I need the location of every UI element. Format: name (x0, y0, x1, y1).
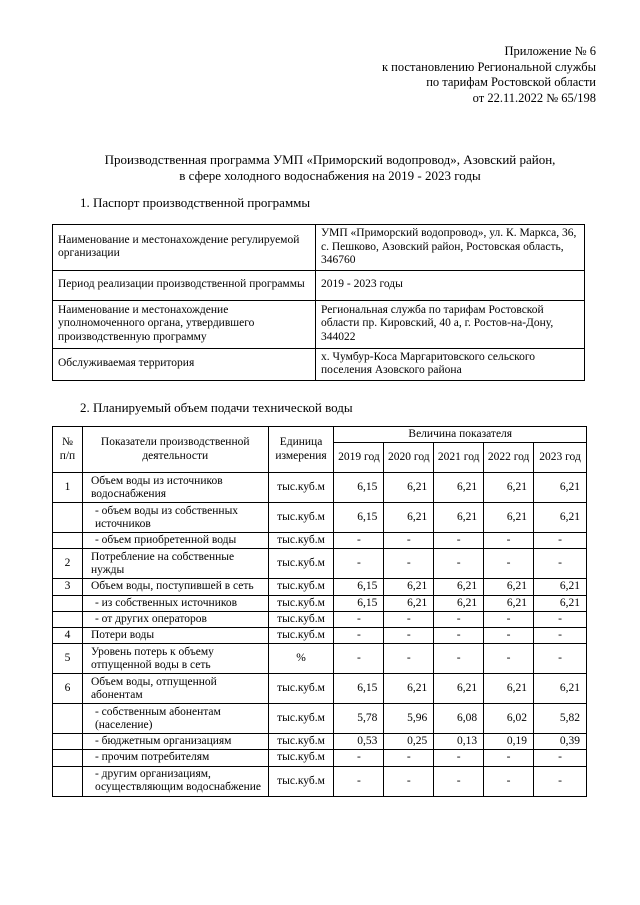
table-row (53, 628, 587, 644)
annex-line-4: от 22.11.2022 № 65/198 (472, 90, 596, 105)
row-value: - (484, 750, 534, 766)
row-value: - (434, 533, 484, 549)
row-value: 6,15 (334, 503, 384, 533)
passport-row (53, 300, 585, 348)
section-1-heading: 1. Паспорт производственной программы (80, 195, 311, 210)
header-value: Величина показателя (334, 427, 587, 443)
row-unit: тыс.куб.м (268, 473, 334, 503)
row-value: - (534, 611, 587, 627)
annex-block (382, 44, 596, 106)
row-indicator: Объем воды, отпущенной абонентам (82, 674, 268, 704)
row-num (53, 734, 83, 750)
row-value: 6,21 (534, 595, 587, 611)
row-num: 3 (53, 579, 83, 595)
row-indicator: - собственным абонентам (население) (82, 704, 268, 734)
passport-row (53, 348, 585, 380)
row-value: - (334, 750, 384, 766)
row-indicator: - другим организациям, осуществляющим водоснабжение (82, 766, 268, 796)
header-num: № п/п (53, 427, 83, 473)
row-value: 6,21 (384, 674, 434, 704)
volume-table (52, 426, 587, 797)
row-value: - (484, 533, 534, 549)
passport-label: Наименование и местонахождение уполномоченного органа, утвердившего производственную программу (53, 300, 316, 348)
row-value: - (434, 628, 484, 644)
row-value: 6,21 (384, 503, 434, 533)
row-value: 6,21 (534, 579, 587, 595)
row-value: - (384, 766, 434, 796)
row-num (53, 533, 83, 549)
passport-label: Обслуживаемая территория (53, 348, 316, 380)
header-indicator: Показатели производственной деятельности (82, 427, 268, 473)
row-num (53, 750, 83, 766)
row-num: 5 (53, 644, 83, 674)
title-line-1: Производственная программа УМП «Приморский водопровод», Азовский район, (104, 152, 556, 167)
row-indicator: Потери воды (82, 628, 268, 644)
row-value: - (434, 750, 484, 766)
row-indicator: Потребление на собственные нужды (82, 549, 268, 579)
passport-value: х. Чумбур-Коса Маргаритовского сельского поселения Азовского района (316, 348, 585, 380)
row-unit: тыс.куб.м (268, 704, 334, 734)
row-unit: тыс.куб.м (268, 549, 334, 579)
row-value: 6,15 (334, 473, 384, 503)
row-value: - (484, 766, 534, 796)
row-value: 6,21 (534, 674, 587, 704)
header-year: 2023 год (534, 443, 587, 473)
table-row (53, 533, 587, 549)
table-row (53, 503, 587, 533)
row-value: 0,25 (384, 734, 434, 750)
row-value: - (334, 549, 384, 579)
passport-row (53, 270, 585, 300)
row-value: - (534, 750, 587, 766)
document-title (60, 152, 600, 184)
table-row (53, 644, 587, 674)
row-indicator: - объем воды из собственных источников (82, 503, 268, 533)
row-unit: тыс.куб.м (268, 579, 334, 595)
row-value: 6,21 (484, 579, 534, 595)
row-indicator: - бюджетным организациям (82, 734, 268, 750)
row-value: - (434, 549, 484, 579)
row-num (53, 595, 83, 611)
row-value: - (484, 611, 534, 627)
row-unit: тыс.куб.м (268, 750, 334, 766)
row-num: 1 (53, 473, 83, 503)
row-value: - (484, 628, 534, 644)
row-value: 6,21 (434, 674, 484, 704)
row-value: 6,08 (434, 704, 484, 734)
row-indicator: - объем приобретенной воды (82, 533, 268, 549)
row-value: 6,21 (434, 595, 484, 611)
table-row (53, 549, 587, 579)
title-line-2: в сфере холодного водоснабжения на 2019 - 2023 годы (179, 168, 481, 183)
row-unit: % (268, 644, 334, 674)
row-value: 6,21 (434, 503, 484, 533)
passport-label: Наименование и местонахождение регулируемой организации (53, 225, 316, 271)
section-2-heading: 2. Планируемый объем подачи технической воды (80, 400, 353, 415)
header-year: 2019 год (334, 443, 384, 473)
row-num: 6 (53, 674, 83, 704)
header-year: 2022 год (484, 443, 534, 473)
row-value: - (534, 549, 587, 579)
table-row (53, 674, 587, 704)
row-value: 6,02 (484, 704, 534, 734)
row-value: 6,21 (484, 473, 534, 503)
row-unit: тыс.куб.м (268, 628, 334, 644)
row-value: 6,21 (484, 674, 534, 704)
row-value: - (334, 628, 384, 644)
row-value: 6,21 (434, 579, 484, 595)
row-value: - (434, 766, 484, 796)
table-row (53, 704, 587, 734)
table-row (53, 611, 587, 627)
row-value: - (384, 533, 434, 549)
row-value: 5,78 (334, 704, 384, 734)
row-value: 6,21 (434, 473, 484, 503)
row-value: 6,15 (334, 579, 384, 595)
row-num: 2 (53, 549, 83, 579)
row-value: - (334, 611, 384, 627)
row-value: 0,53 (334, 734, 384, 750)
row-value: - (384, 549, 434, 579)
row-unit: тыс.куб.м (268, 611, 334, 627)
passport-table (52, 224, 585, 381)
row-value: 0,19 (484, 734, 534, 750)
row-value: - (384, 628, 434, 644)
row-value: 6,21 (384, 579, 434, 595)
row-unit: тыс.куб.м (268, 595, 334, 611)
row-value: 6,21 (534, 473, 587, 503)
row-value: - (534, 533, 587, 549)
annex-line-1: Приложение № 6 (504, 44, 596, 58)
row-value: - (334, 766, 384, 796)
row-indicator: - прочим потребителям (82, 750, 268, 766)
row-value: 5,82 (534, 704, 587, 734)
passport-value: Региональная служба по тарифам Ростовской области пр. Кировский, 40 а, г. Ростов-на-Дону, 344022 (316, 300, 585, 348)
row-num: 4 (53, 628, 83, 644)
row-value: 6,21 (384, 473, 434, 503)
row-value: - (534, 766, 587, 796)
table-row (53, 579, 587, 595)
row-unit: тыс.куб.м (268, 674, 334, 704)
row-indicator: Уровень потерь к объему отпущенной воды в сеть (82, 644, 268, 674)
passport-label: Период реализации производственной программы (53, 270, 316, 300)
table-row (53, 766, 587, 796)
row-indicator: Объем воды, поступившей в сеть (82, 579, 268, 595)
table-row (53, 734, 587, 750)
volume-table-body (53, 473, 587, 796)
row-num (53, 611, 83, 627)
row-value: - (484, 549, 534, 579)
header-year: 2021 год (434, 443, 484, 473)
row-value: - (534, 628, 587, 644)
row-value: - (384, 611, 434, 627)
row-value: - (334, 533, 384, 549)
row-value: 6,15 (334, 674, 384, 704)
row-value: - (434, 644, 484, 674)
table-row (53, 595, 587, 611)
header-year: 2020 год (384, 443, 434, 473)
row-indicator: Объем воды из источников водоснабжения (82, 473, 268, 503)
row-num (53, 503, 83, 533)
row-unit: тыс.куб.м (268, 503, 334, 533)
row-indicator: - от других операторов (82, 611, 268, 627)
table-row (53, 750, 587, 766)
row-unit: тыс.куб.м (268, 533, 334, 549)
row-indicator: - из собственных источников (82, 595, 268, 611)
annex-line-2: к постановлению Региональной службы (381, 59, 596, 74)
passport-row (53, 225, 585, 271)
row-num (53, 766, 83, 796)
row-value: - (384, 644, 434, 674)
row-value: 5,96 (384, 704, 434, 734)
row-value: 6,21 (484, 595, 534, 611)
row-value: 6,15 (334, 595, 384, 611)
passport-value: 2019 - 2023 годы (316, 270, 585, 300)
row-value: 6,21 (534, 503, 587, 533)
table-row (53, 473, 587, 503)
row-unit: тыс.куб.м (268, 766, 334, 796)
passport-value: УМП «Приморский водопровод», ул. К. Маркса, 36, с. Пешково, Азовский район, Ростовская область, 346760 (316, 225, 585, 271)
row-value: 0,39 (534, 734, 587, 750)
row-num (53, 704, 83, 734)
row-value: 6,21 (384, 595, 434, 611)
row-value: - (334, 644, 384, 674)
row-unit: тыс.куб.м (268, 734, 334, 750)
row-value: - (384, 750, 434, 766)
header-unit: Единица измерения (268, 427, 334, 473)
row-value: - (534, 644, 587, 674)
row-value: 6,21 (484, 503, 534, 533)
row-value: - (434, 611, 484, 627)
row-value: - (484, 644, 534, 674)
annex-line-3: по тарифам Ростовской области (426, 75, 596, 89)
row-value: 0,13 (434, 734, 484, 750)
